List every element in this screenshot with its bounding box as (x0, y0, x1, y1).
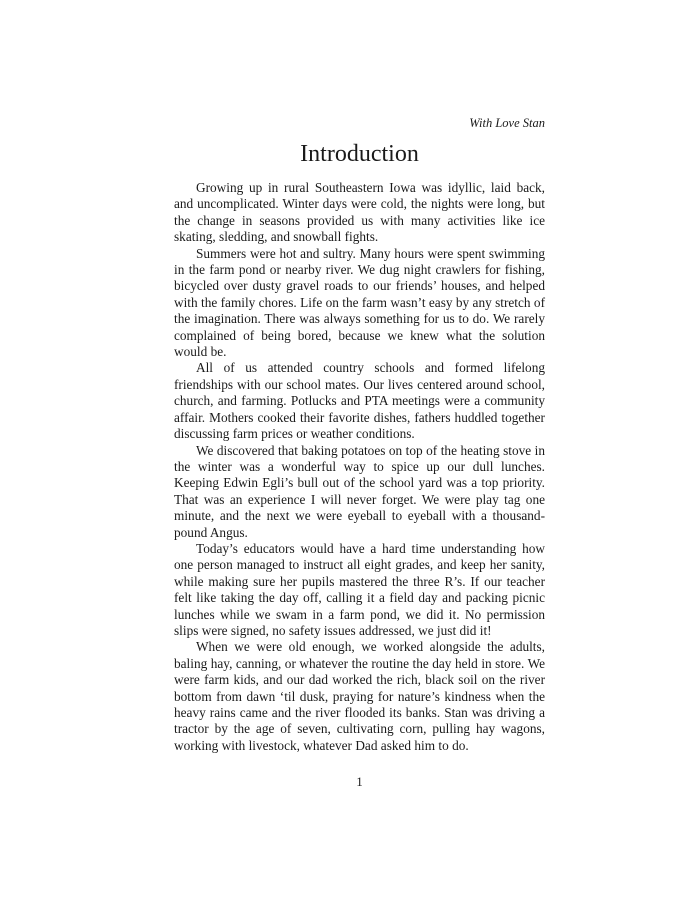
paragraph: All of us attended country schools and formed lifelong friendships with our school mates. Our lives centered around school, church, and farming. Potlucks and PTA meetings were a community affair. Mothers cooked their favorite dishes, fathers huddled together discussing farm prices or weather conditions. (174, 360, 545, 442)
paragraph: Growing up in rural Southeastern Iowa was idyllic, laid back, and uncomplicated. Winter days were cold, the nights were long, but the change in seasons provided us with many activities like ice skating, sledding, and snowball fights. (174, 180, 545, 245)
paragraph: Today’s educators would have a hard time understanding how one person managed to instruct all eight grades, and keep her sanity, while making sure her pupils mastered the three R’s. If our teacher felt like taking the day off, calling it a field day and packing picnic lunches while we swam in a farm pond, we did it. No permission slips were signed, no safety issues addressed, we just did it! (174, 540, 545, 638)
body-text (174, 180, 545, 754)
running-header: With Love Stan (469, 116, 545, 130)
paragraph: Summers were hot and sultry. Many hours were spent swimming in the farm pond or nearby river. We dug night crawlers for fishing, bicycled over dusty gravel roads to our friends’ houses, and helped with the family chores. Life on the farm wasn’t easy by any stretch of the imagination. There was always something for us to do. We rarely complained of being bored, because we knew what the solution would be. (174, 245, 545, 360)
chapter-title: Introduction (300, 141, 419, 167)
page-number: 1 (356, 774, 363, 789)
paragraph: When we were old enough, we worked alongside the adults, baling hay, canning, or whatever the routine the day held in store. We were farm kids, and our dad worked the rich, black soil on the river bottom from dawn ‘til dusk, praying for nature’s kindness when the heavy rains came and the river flooded its banks. Stan was driving a tractor by the age of seven, cultivating corn, pulling hay wagons, working with livestock, whatever Dad asked him to do. (174, 639, 545, 753)
paragraph: We discovered that baking potatoes on top of the heating stove in the winter was a wonderful way to spice up our dull lunches. Keeping Edwin Egli’s bull out of the school yard was a top priority. That was an experience I will never forget. We were play tag one minute, and the next we were eyeball to eyeball with a thousand-pound Angus. (174, 442, 545, 540)
